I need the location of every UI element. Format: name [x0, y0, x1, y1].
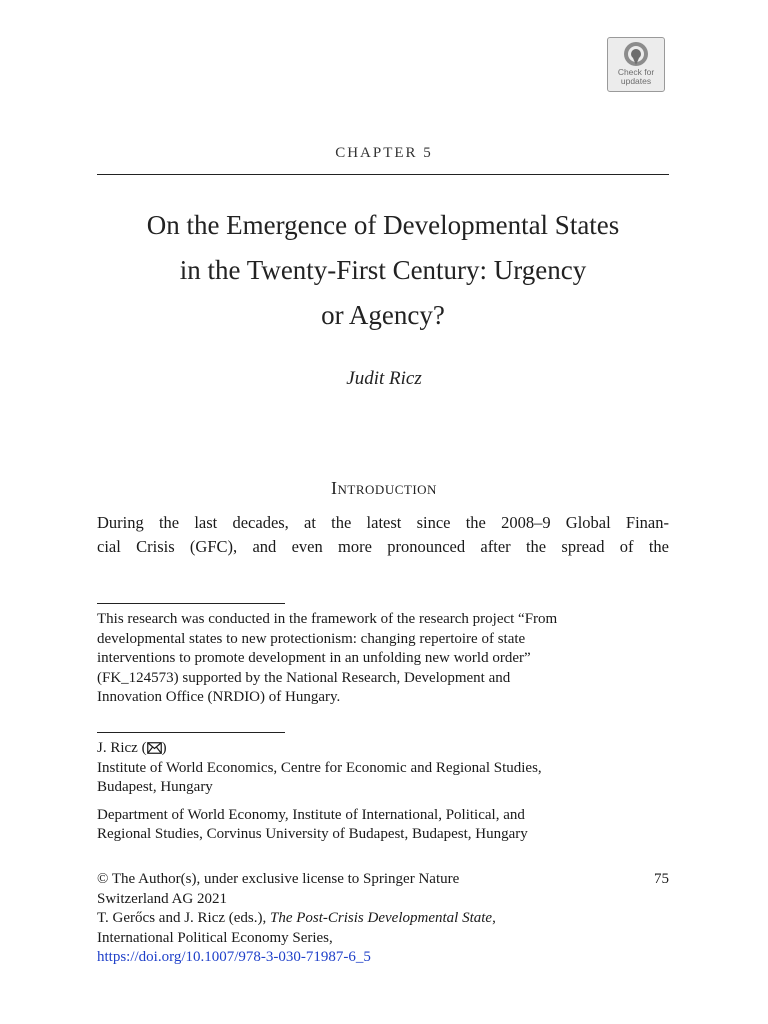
- funding-note-line: interventions to promote development in an unfolding new world order”: [97, 650, 531, 666]
- envelope-icon[interactable]: [147, 742, 162, 754]
- doi-line: [97, 948, 669, 968]
- affiliation-block: [97, 739, 669, 845]
- funding-note-line: developmental states to new protectionism: changing repertoire of state: [97, 630, 526, 647]
- section-heading: Introduction: [331, 478, 437, 498]
- affiliation-rule: [97, 732, 285, 733]
- funding-note-line: Innovation Office (NRDIO) of Hungary.: [97, 689, 341, 705]
- copyright-line: © The Author(s), under exclusive license to Springer Nature: [97, 871, 460, 887]
- author-name: Judit Ricz: [346, 368, 422, 389]
- crossmark-icon: [623, 41, 649, 67]
- chapter-title-line: in the Twenty-First Century: Urgency: [179, 255, 587, 285]
- chapter-rule: [97, 174, 669, 175]
- copyright-line: Switzerland AG 2021: [97, 890, 227, 907]
- affiliation-line: Institute of World Economics, Centre for Economic and Regional Studies,: [97, 759, 542, 776]
- doi-link[interactable]: https://doi.org/10.1007/978-3-030-71987-6_5: [97, 949, 371, 965]
- editors: T. Gerőcs and J. Ricz (eds.),: [97, 910, 270, 926]
- funding-note-line: (FK_124573) supported by the National Research, Development and: [97, 669, 511, 686]
- publication-footer: [97, 870, 669, 968]
- chapter-title-line: or Agency?: [321, 300, 445, 330]
- chapter-title-line: On the Emergence of Developmental States: [146, 210, 620, 240]
- affiliation-line: Regional Studies, Corvinus University of Budapest, Budapest, Hungary: [97, 826, 528, 842]
- badge-label: [608, 68, 664, 86]
- author-short-name: J. Ricz (: [97, 740, 147, 756]
- page-number: 75: [654, 871, 669, 887]
- body-line: During the last decades, at the latest since the 2008–9 Global Finan-: [97, 513, 669, 532]
- book-title: The Post-Crisis Developmental State: [270, 910, 493, 926]
- chapter-label: CHAPTER 5: [335, 145, 433, 161]
- affiliation-line: Budapest, Hungary: [97, 779, 213, 795]
- editors-line: [97, 909, 669, 929]
- badge-label-line2: updates: [620, 76, 652, 86]
- affiliation-line: Department of World Economy, Institute of International, Political, and: [97, 806, 525, 823]
- badge-label-line1: Check for: [617, 67, 655, 77]
- author-contact: [97, 739, 669, 759]
- series-line: International Political Economy Series,: [97, 929, 333, 946]
- body-paragraph: [97, 511, 669, 559]
- body-line: cial Crisis (GFC), and even more pronounced after the spread of the: [97, 537, 669, 556]
- author-contact-close: ): [161, 740, 167, 756]
- chapter-title: [97, 203, 669, 338]
- funding-note-line: This research was conducted in the framework of the research project “From: [97, 611, 558, 627]
- check-for-updates-badge[interactable]: [607, 37, 665, 92]
- funding-note: [97, 610, 669, 708]
- footnote-rule: [97, 603, 285, 604]
- book-title-suffix: ,: [492, 910, 496, 926]
